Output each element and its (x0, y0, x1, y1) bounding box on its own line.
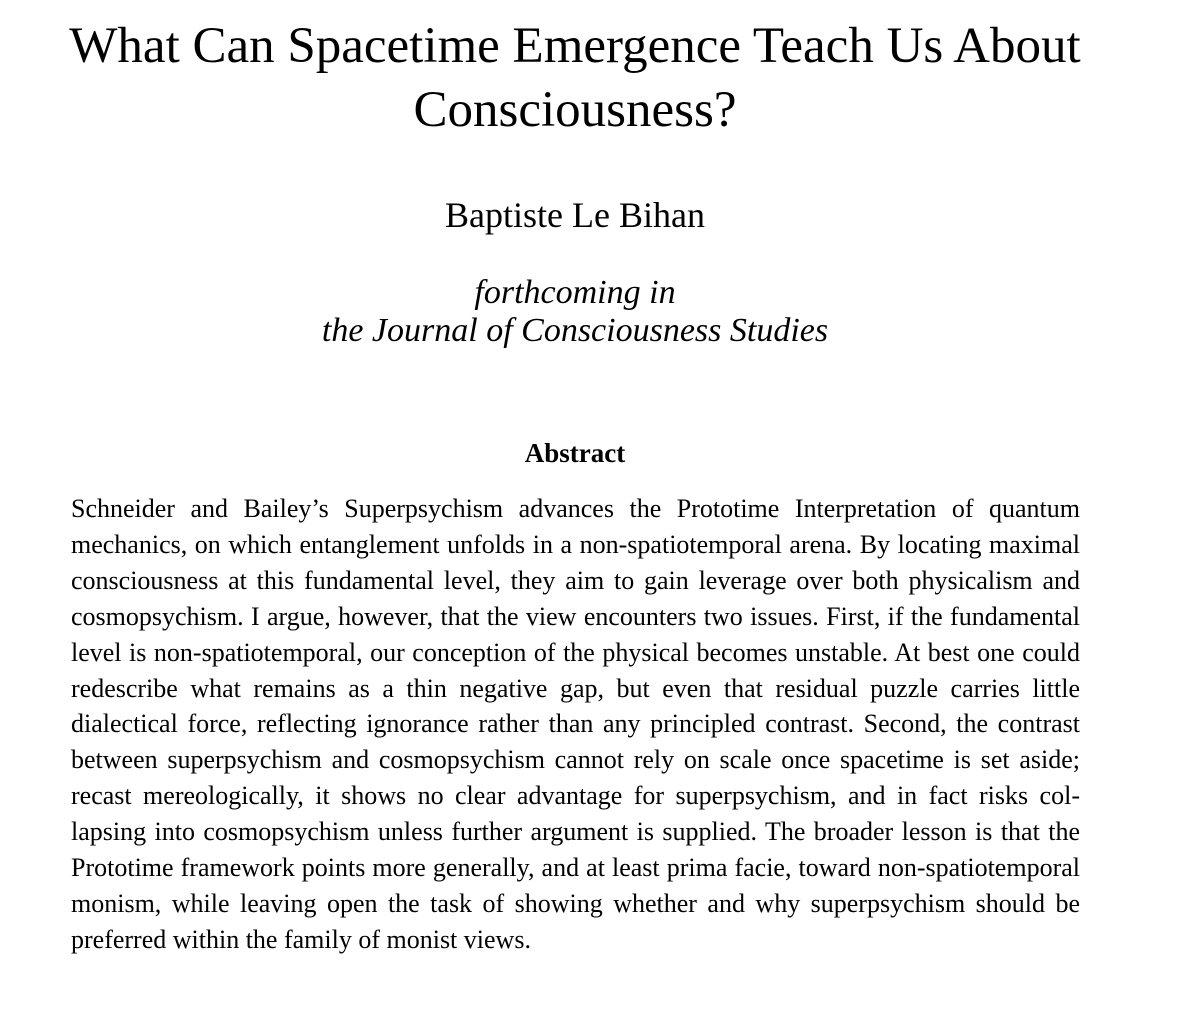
paper-title-line-1: What Can Spacetime Emergence Teach Us About (69, 18, 1081, 74)
venue-line-2: the Journal of Consciousness Studies (321, 312, 829, 349)
publication-venue (0, 274, 1150, 350)
author-name: Baptiste Le Bihan (445, 195, 705, 235)
paper-title (0, 14, 1150, 142)
abstract-heading: Abstract (524, 438, 626, 468)
abstract-body: Schneider and Bailey’s Superpsychism advances the Prototime Interpretation of quantum mechanics, on which entanglement unfolds in a non-spatiotemporal arena. By locating maximal consciousness at this fundamental level, they aim to gain leverage over both physicalism and cosmopsychism. I argue, however, that the view encounters two issues. First, if the fundamental level is non-spatiotemporal, our conception of the physical becomes unstable. At best one could redescribe what remains as a thin negative gap, but even that residual puzzle carries little dialectical force, reflecting ignorance rather than any principled contrast. Second, the contrast between superpsychism and cosmopsychism cannot rely on scale once spacetime is set aside; recast mereologically, it shows no clear advantage for superpsychism, and in fact risks collapsing into cosmopsychism unless further argument is supplied. The broader lesson is that the Prototime framework points more generally, and at least prima facie, toward non-spatiotemporal monism, while leaving open the task of showing whether and why superpsychism should be preferred within the family of monist views. (71, 494, 1080, 954)
paper-title-line-2: Consciousness? (413, 82, 737, 138)
venue-line-1: forthcoming in (474, 274, 676, 311)
